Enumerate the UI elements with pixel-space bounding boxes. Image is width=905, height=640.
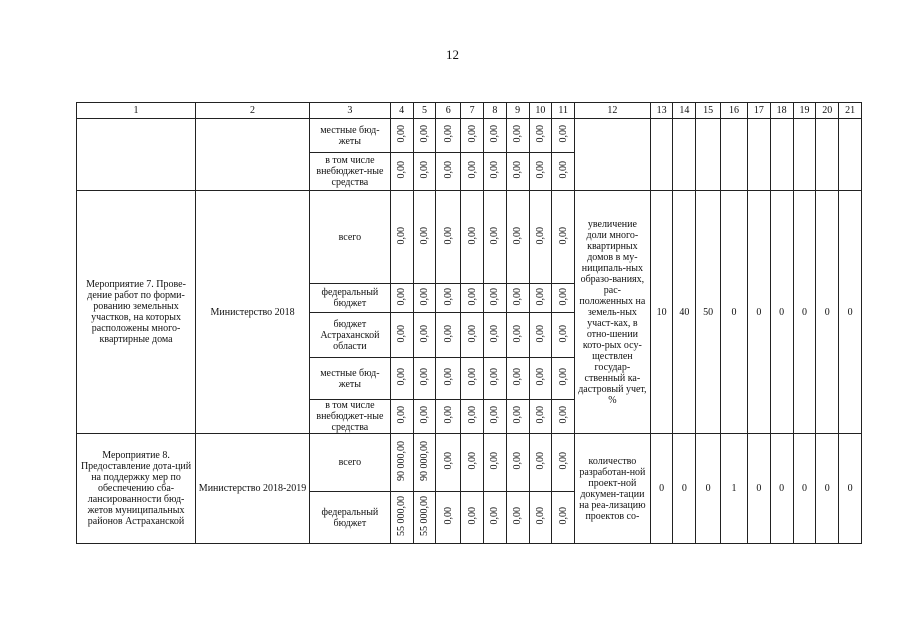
funding-source: федеральный бюджет bbox=[310, 492, 391, 544]
amount-value: 0,00 bbox=[512, 226, 524, 245]
amount-value: 0,00 bbox=[466, 507, 478, 525]
table-cell bbox=[483, 400, 506, 434]
target-value: 0 bbox=[839, 434, 862, 544]
amount-value: 0,00 bbox=[557, 368, 569, 386]
amount-value: 0,00 bbox=[534, 406, 546, 424]
amount-value: 0,00 bbox=[396, 161, 408, 179]
indicator bbox=[575, 119, 651, 191]
table-cell bbox=[529, 400, 552, 434]
table-cell bbox=[529, 284, 552, 313]
table-cell bbox=[413, 119, 436, 153]
amount-value: 0,00 bbox=[534, 368, 546, 386]
column-header: 13 bbox=[650, 103, 673, 119]
table-cell bbox=[552, 400, 575, 434]
amount-value: 0,00 bbox=[557, 287, 569, 306]
table-cell bbox=[552, 434, 575, 492]
amount-value: 0,00 bbox=[442, 368, 454, 386]
amount-value: 0,00 bbox=[489, 406, 501, 424]
table-cell bbox=[506, 153, 529, 191]
activity-name: Мероприятие 7. Прове-дение работ по форми-рованию земельных участков, на которых расположены много-квартирные дома bbox=[77, 191, 196, 434]
funding-source: федеральный бюджет bbox=[310, 284, 391, 313]
funding-source: местные бюд-жеты bbox=[310, 119, 391, 153]
amount-value: 0,00 bbox=[466, 452, 478, 470]
amount-value: 0,00 bbox=[512, 452, 524, 470]
column-header: 15 bbox=[696, 103, 721, 119]
table-cell bbox=[552, 358, 575, 400]
column-header: 20 bbox=[816, 103, 839, 119]
amount-value: 0,00 bbox=[512, 324, 524, 343]
target-value bbox=[696, 119, 721, 191]
table-cell bbox=[506, 119, 529, 153]
table-cell bbox=[506, 284, 529, 313]
target-value: 0 bbox=[816, 434, 839, 544]
amount-value: 0,00 bbox=[442, 125, 454, 143]
target-value: 10 bbox=[650, 191, 673, 434]
amount-value: 0,00 bbox=[489, 452, 501, 470]
amount-value: 0,00 bbox=[489, 324, 501, 343]
amount-value: 0,00 bbox=[489, 161, 501, 179]
table-cell bbox=[413, 191, 436, 284]
target-value bbox=[816, 119, 839, 191]
target-value bbox=[839, 119, 862, 191]
amount-value: 0,00 bbox=[466, 368, 478, 386]
table-cell bbox=[436, 434, 461, 492]
target-value: 50 bbox=[696, 191, 721, 434]
table-cell bbox=[413, 358, 436, 400]
amount-value: 90 000,00 bbox=[396, 441, 408, 481]
table-cell bbox=[461, 119, 484, 153]
amount-value: 0,00 bbox=[489, 368, 501, 386]
amount-value: 0,00 bbox=[466, 324, 478, 343]
amount-value: 0,00 bbox=[512, 406, 524, 424]
table-cell bbox=[461, 434, 484, 492]
amount-value: 0,00 bbox=[512, 161, 524, 179]
table-cell bbox=[483, 358, 506, 400]
target-value bbox=[673, 119, 696, 191]
table-cell bbox=[506, 313, 529, 358]
amount-value: 0,00 bbox=[557, 507, 569, 525]
table-row bbox=[77, 103, 862, 119]
table-cell bbox=[552, 492, 575, 544]
table-cell bbox=[483, 434, 506, 492]
amount-value: 0,00 bbox=[442, 452, 454, 470]
table-cell bbox=[413, 400, 436, 434]
amount-value: 0,00 bbox=[534, 226, 546, 245]
amount-value: 0,00 bbox=[557, 324, 569, 343]
table-row bbox=[77, 119, 862, 153]
target-value bbox=[650, 119, 673, 191]
table-cell bbox=[552, 313, 575, 358]
table-cell bbox=[390, 284, 413, 313]
table-cell bbox=[483, 492, 506, 544]
column-header: 3 bbox=[310, 103, 391, 119]
table-cell bbox=[552, 284, 575, 313]
amount-value: 0,00 bbox=[466, 226, 478, 245]
column-header: 11 bbox=[552, 103, 575, 119]
table-cell bbox=[436, 313, 461, 358]
table-cell bbox=[483, 284, 506, 313]
amount-value: 0,00 bbox=[418, 161, 430, 179]
target-value bbox=[748, 119, 771, 191]
amount-value: 0,00 bbox=[466, 125, 478, 143]
column-header: 7 bbox=[461, 103, 484, 119]
column-header: 6 bbox=[436, 103, 461, 119]
table-cell bbox=[506, 191, 529, 284]
table-cell bbox=[552, 191, 575, 284]
amount-value: 0,00 bbox=[557, 406, 569, 424]
table-cell bbox=[436, 191, 461, 284]
amount-value: 0,00 bbox=[512, 507, 524, 525]
amount-value: 0,00 bbox=[557, 226, 569, 245]
target-value: 1 bbox=[721, 434, 748, 544]
target-value: 40 bbox=[673, 191, 696, 434]
column-header: 12 bbox=[575, 103, 651, 119]
column-header: 2 bbox=[196, 103, 310, 119]
amount-value: 0,00 bbox=[557, 452, 569, 470]
target-value: 0 bbox=[721, 191, 748, 434]
table-cell bbox=[436, 119, 461, 153]
amount-value: 0,00 bbox=[534, 507, 546, 525]
table-cell bbox=[390, 400, 413, 434]
amount-value: 0,00 bbox=[418, 324, 430, 343]
table-cell bbox=[529, 492, 552, 544]
amount-value: 0,00 bbox=[418, 406, 430, 424]
column-header: 17 bbox=[748, 103, 771, 119]
table-cell bbox=[436, 492, 461, 544]
amount-value: 0,00 bbox=[396, 406, 408, 424]
table-cell bbox=[461, 400, 484, 434]
amount-value: 0,00 bbox=[557, 125, 569, 143]
table-cell bbox=[390, 313, 413, 358]
target-value: 0 bbox=[793, 434, 816, 544]
target-value: 0 bbox=[696, 434, 721, 544]
funding-source: всего bbox=[310, 434, 391, 492]
activity-name bbox=[77, 119, 196, 191]
target-value bbox=[770, 119, 793, 191]
target-value bbox=[793, 119, 816, 191]
amount-value: 0,00 bbox=[396, 125, 408, 143]
target-value: 0 bbox=[793, 191, 816, 434]
table-cell bbox=[529, 313, 552, 358]
amount-value: 0,00 bbox=[418, 287, 430, 306]
table-cell bbox=[436, 284, 461, 313]
table-cell bbox=[390, 358, 413, 400]
amount-value: 0,00 bbox=[442, 161, 454, 179]
table-cell bbox=[506, 400, 529, 434]
table-cell bbox=[461, 153, 484, 191]
table-cell bbox=[461, 191, 484, 284]
target-value: 0 bbox=[770, 191, 793, 434]
amount-value: 0,00 bbox=[512, 125, 524, 143]
amount-value: 0,00 bbox=[534, 287, 546, 306]
amount-value: 0,00 bbox=[466, 287, 478, 306]
table-cell bbox=[390, 492, 413, 544]
page-number: 12 bbox=[446, 47, 459, 62]
table-cell bbox=[483, 153, 506, 191]
table-cell bbox=[506, 434, 529, 492]
table-cell bbox=[390, 119, 413, 153]
table-cell bbox=[390, 153, 413, 191]
table-row bbox=[77, 434, 862, 492]
target-value: 0 bbox=[816, 191, 839, 434]
table-cell bbox=[461, 313, 484, 358]
funding-source: в том числе внебюджет-ные средства bbox=[310, 400, 391, 434]
amount-value: 0,00 bbox=[534, 125, 546, 143]
table-cell bbox=[483, 191, 506, 284]
table-cell bbox=[413, 313, 436, 358]
table-cell bbox=[436, 400, 461, 434]
amount-value: 0,00 bbox=[442, 324, 454, 343]
amount-value: 0,00 bbox=[534, 452, 546, 470]
table-cell bbox=[552, 153, 575, 191]
table-cell bbox=[529, 358, 552, 400]
table-cell bbox=[461, 284, 484, 313]
executor bbox=[196, 119, 310, 191]
column-header: 5 bbox=[413, 103, 436, 119]
amount-value: 90 000,00 bbox=[418, 441, 430, 481]
amount-value: 0,00 bbox=[442, 406, 454, 424]
column-header: 16 bbox=[721, 103, 748, 119]
column-header: 21 bbox=[839, 103, 862, 119]
amount-value: 55 000,00 bbox=[418, 496, 430, 536]
table-cell bbox=[506, 492, 529, 544]
table-cell bbox=[506, 358, 529, 400]
column-header: 8 bbox=[483, 103, 506, 119]
executor: Министерство 2018-2019 bbox=[196, 434, 310, 544]
amount-value: 0,00 bbox=[442, 226, 454, 245]
amount-value: 0,00 bbox=[489, 125, 501, 143]
table-cell bbox=[529, 191, 552, 284]
target-value: 0 bbox=[748, 191, 771, 434]
indicator: увеличение доли много-квартирных домов в му-ниципаль-ных образо-ваниях, рас-положенных на земель-ных участ-ках, в отно-шении кото-рых осу-ществлен государ-ственный ка-дастровый учет, % bbox=[575, 191, 651, 434]
amount-value: 0,00 bbox=[489, 507, 501, 525]
funding-source: местные бюд-жеты bbox=[310, 358, 391, 400]
amount-value: 0,00 bbox=[512, 368, 524, 386]
executor: Министерство 2018 bbox=[196, 191, 310, 434]
target-value bbox=[721, 119, 748, 191]
target-value: 0 bbox=[650, 434, 673, 544]
table-cell bbox=[436, 358, 461, 400]
table-row bbox=[77, 191, 862, 284]
amount-value: 0,00 bbox=[396, 287, 408, 306]
funding-source: в том числе внебюджет-ные средства bbox=[310, 153, 391, 191]
table-cell bbox=[390, 434, 413, 492]
amount-value: 0,00 bbox=[396, 226, 408, 245]
table-cell bbox=[413, 284, 436, 313]
amount-value: 0,00 bbox=[396, 324, 408, 343]
table-cell bbox=[529, 153, 552, 191]
amount-value: 0,00 bbox=[418, 125, 430, 143]
amount-value: 0,00 bbox=[442, 287, 454, 306]
table-cell bbox=[461, 358, 484, 400]
amount-value: 0,00 bbox=[418, 226, 430, 245]
funding-source: всего bbox=[310, 191, 391, 284]
table-cell bbox=[529, 434, 552, 492]
amount-value: 0,00 bbox=[396, 368, 408, 386]
budget-table bbox=[76, 102, 862, 544]
indicator: количество разработан-ной проект-ной докумен-тации на реа-лизацию проектов со- bbox=[575, 434, 651, 544]
column-header: 10 bbox=[529, 103, 552, 119]
target-value: 0 bbox=[770, 434, 793, 544]
table-cell bbox=[552, 119, 575, 153]
amount-value: 0,00 bbox=[466, 161, 478, 179]
table-cell bbox=[529, 119, 552, 153]
column-header: 1 bbox=[77, 103, 196, 119]
amount-value: 0,00 bbox=[534, 324, 546, 343]
table-cell bbox=[413, 492, 436, 544]
table-cell bbox=[436, 153, 461, 191]
amount-value: 0,00 bbox=[512, 287, 524, 306]
amount-value: 0,00 bbox=[534, 161, 546, 179]
target-value: 0 bbox=[673, 434, 696, 544]
column-header: 4 bbox=[390, 103, 413, 119]
column-header: 19 bbox=[793, 103, 816, 119]
amount-value: 0,00 bbox=[489, 226, 501, 245]
column-header: 14 bbox=[673, 103, 696, 119]
table-cell bbox=[483, 119, 506, 153]
table-cell bbox=[413, 153, 436, 191]
target-value: 0 bbox=[748, 434, 771, 544]
funding-source: бюджет Астраханской области bbox=[310, 313, 391, 358]
amount-value: 0,00 bbox=[489, 287, 501, 306]
table-cell bbox=[483, 313, 506, 358]
target-value: 0 bbox=[839, 191, 862, 434]
amount-value: 0,00 bbox=[442, 507, 454, 525]
amount-value: 0,00 bbox=[466, 406, 478, 424]
amount-value: 0,00 bbox=[557, 161, 569, 179]
table-cell bbox=[461, 492, 484, 544]
column-header: 18 bbox=[770, 103, 793, 119]
table-cell bbox=[390, 191, 413, 284]
amount-value: 55 000,00 bbox=[396, 496, 408, 536]
column-header: 9 bbox=[506, 103, 529, 119]
amount-value: 0,00 bbox=[418, 368, 430, 386]
table-cell bbox=[413, 434, 436, 492]
activity-name: Мероприятие 8. Предоставление дота-ций на поддержку мер по обеспечению сба-лансированности бюд-жетов муниципальных районов Астраханской bbox=[77, 434, 196, 544]
